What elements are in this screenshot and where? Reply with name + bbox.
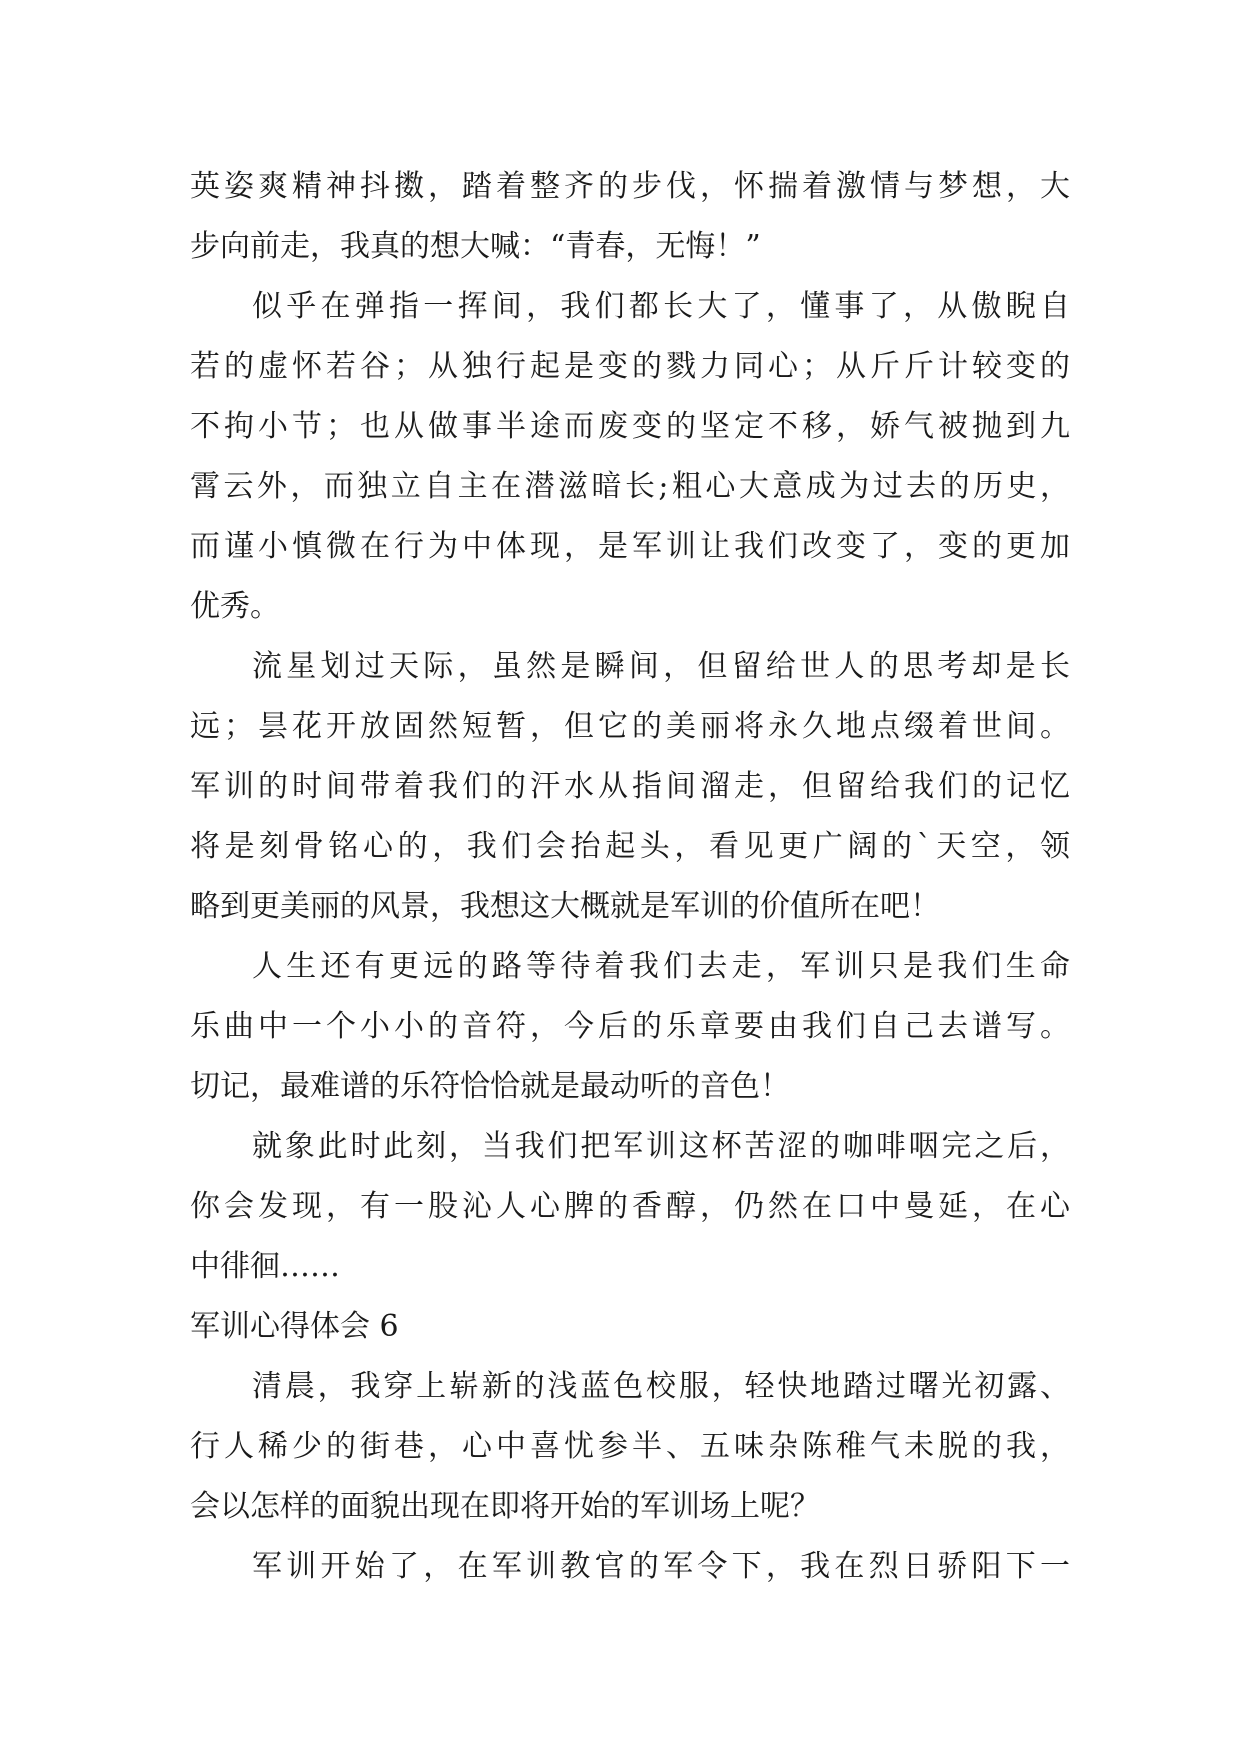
paragraph-line: 切记，最难谱的乐符恰恰就是最动听的音色！ <box>190 1069 790 1104</box>
paragraph-line: 你会发现，有一股沁人心脾的香醇，仍然在口中曼延，在心 <box>190 1189 1070 1224</box>
paragraph-line: 清晨，我穿上崭新的浅蓝色校服，轻快地踏过曙光初露、 <box>252 1369 1070 1404</box>
document-body <box>190 157 1070 1597</box>
paragraph-line: 将是刻骨铭心的，我们会抬起头，看见更广阔的`天空，领 <box>190 829 1070 864</box>
paragraph-line: 就象此时此刻，当我们把军训这杯苦涩的咖啡咽完之后， <box>252 1129 1070 1164</box>
paragraph-line: 不拘小节；也从做事半途而废变的坚定不移，娇气被抛到九 <box>190 409 1070 444</box>
paragraph-line: 流星划过天际，虽然是瞬间，但留给世人的思考却是长 <box>252 649 1070 684</box>
section-heading: 军训心得体会 6 <box>190 1309 399 1344</box>
paragraph-line: 英姿爽精神抖擞，踏着整齐的步伐，怀揣着激情与梦想，大 <box>190 169 1070 204</box>
paragraph-line: 远；昙花开放固然短暂，但它的美丽将永久地点缀着世间。 <box>190 709 1070 744</box>
paragraph-line: 霄云外，而独立自主在潜滋暗长;粗心大意成为过去的历史， <box>190 469 1070 504</box>
paragraph-line: 若的虚怀若谷；从独行起是变的戮力同心；从斤斤计较变的 <box>190 349 1070 384</box>
paragraph-line: 中徘徊…… <box>190 1249 340 1284</box>
paragraph-line: 似乎在弹指一挥间，我们都长大了，懂事了，从傲睨自 <box>252 289 1070 324</box>
paragraph-line: 乐曲中一个小小的音符，今后的乐章要由我们自己去谱写。 <box>190 1009 1070 1044</box>
paragraph-line: 军训的时间带着我们的汗水从指间溜走，但留给我们的记忆 <box>190 769 1070 804</box>
paragraph-line: 步向前走，我真的想大喊：“青春，无悔！” <box>190 229 761 264</box>
paragraph-line: 行人稀少的街巷，心中喜忧参半、五味杂陈稚气未脱的我， <box>190 1429 1070 1464</box>
paragraph-line: 略到更美丽的风景，我想这大概就是军训的价值所在吧！ <box>190 889 940 924</box>
paragraph-line: 会以怎样的面貌出现在即将开始的军训场上呢？ <box>190 1489 820 1524</box>
paragraph-line: 而谨小慎微在行为中体现，是军训让我们改变了，变的更加 <box>190 529 1070 564</box>
paragraph-line: 军训开始了，在军训教官的军令下，我在烈日骄阳下一 <box>252 1549 1070 1584</box>
paragraph-line: 优秀。 <box>190 589 280 624</box>
paragraph-line: 人生还有更远的路等待着我们去走，军训只是我们生命 <box>252 949 1070 984</box>
